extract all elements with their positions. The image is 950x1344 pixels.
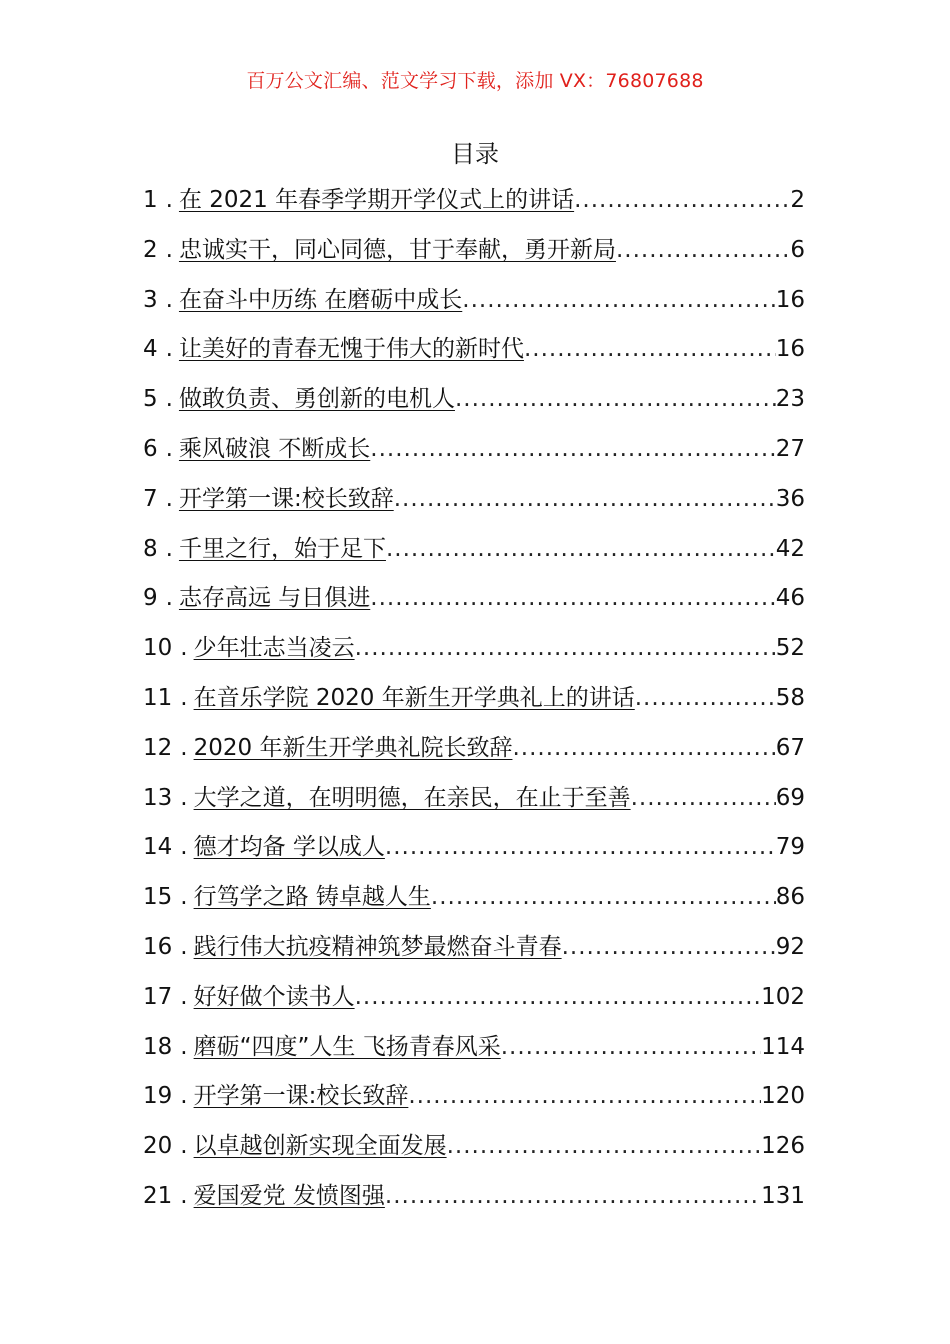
toc-leader xyxy=(635,674,776,724)
toc-separator: . xyxy=(165,485,173,512)
toc-page-number: 16 xyxy=(775,286,805,313)
toc-leader xyxy=(355,624,776,674)
toc-separator: . xyxy=(180,983,188,1010)
toc-number: 5 xyxy=(143,386,158,413)
toc-separator: . xyxy=(165,535,173,562)
toc-separator: . xyxy=(165,585,173,612)
toc-title-link[interactable]: 以卓越创新实现全面发展 xyxy=(193,1133,447,1160)
toc-number: 10 xyxy=(143,635,173,662)
toc-title-link[interactable]: 志存高远 与日俱进 xyxy=(178,585,371,612)
toc-page-number: 67 xyxy=(775,734,805,761)
toc-number: 17 xyxy=(143,983,173,1010)
toc-page-number: 102 xyxy=(761,983,805,1010)
toc-entry[interactable] xyxy=(143,724,805,774)
toc-separator: . xyxy=(165,386,173,413)
toc-number: 7 xyxy=(143,485,158,512)
toc-number: 20 xyxy=(143,1133,173,1160)
toc-number: 8 xyxy=(143,535,158,562)
toc-entry[interactable] xyxy=(143,674,805,724)
toc-entry[interactable] xyxy=(143,375,805,425)
toc-title-link[interactable]: 乘风破浪 不断成长 xyxy=(178,435,371,462)
toc-separator: . xyxy=(180,734,188,761)
toc-leader xyxy=(431,873,776,923)
toc-number: 12 xyxy=(143,734,173,761)
toc-leader xyxy=(370,425,775,475)
toc-page-number: 69 xyxy=(775,784,805,811)
toc-separator: . xyxy=(165,187,173,213)
toc-page-number: 2 xyxy=(790,187,805,213)
toc-page-number: 131 xyxy=(761,1182,805,1209)
toc-entry[interactable] xyxy=(143,226,805,276)
toc-separator: . xyxy=(165,435,173,462)
toc-entry[interactable] xyxy=(143,276,805,326)
toc-page-number: 79 xyxy=(775,834,805,861)
toc-leader xyxy=(574,176,790,226)
toc-separator: . xyxy=(180,834,188,861)
toc-page-number: 126 xyxy=(761,1133,805,1160)
toc-title-link[interactable]: 大学之道，在明明德，在亲民，在止于至善 xyxy=(193,784,631,811)
toc-page-number: 46 xyxy=(775,585,805,612)
toc-number: 9 xyxy=(143,585,158,612)
toc-title-link[interactable]: 少年壮志当凌云 xyxy=(193,635,355,662)
toc-number: 4 xyxy=(143,336,158,363)
toc-separator: . xyxy=(165,286,173,313)
toc-leader xyxy=(386,525,776,575)
toc-page-number: 42 xyxy=(775,535,805,562)
toc-page-number: 114 xyxy=(761,1033,805,1060)
page-title: 目录 xyxy=(451,140,499,168)
toc-title-link[interactable]: 开学第一课:校长致辞 xyxy=(193,1083,409,1110)
toc-leader xyxy=(501,1023,761,1073)
toc-page-number: 36 xyxy=(775,485,805,512)
table-of-contents xyxy=(143,176,805,1222)
toc-page-number: 58 xyxy=(775,684,805,711)
toc-page-number: 120 xyxy=(761,1083,805,1110)
toc-entry[interactable] xyxy=(143,774,805,824)
toc-title-link[interactable]: 德才均备 学以成人 xyxy=(193,834,385,861)
toc-entry[interactable] xyxy=(143,1172,805,1222)
toc-separator: . xyxy=(180,1033,188,1060)
toc-title-link[interactable]: 践行伟大抗疫精神筑梦最燃奋斗青春 xyxy=(193,933,562,960)
toc-separator: . xyxy=(180,933,188,960)
toc-separator: . xyxy=(180,1083,188,1110)
toc-separator: . xyxy=(180,1133,188,1160)
toc-entry[interactable] xyxy=(143,973,805,1023)
toc-number: 14 xyxy=(143,834,173,861)
toc-page-number: 52 xyxy=(775,635,805,662)
toc-number: 13 xyxy=(143,784,173,811)
toc-title-link[interactable]: 磨砺“四度”人生 飞扬青春风采 xyxy=(193,1033,501,1060)
toc-entry[interactable] xyxy=(143,823,805,873)
toc-page-number: 6 xyxy=(790,236,805,263)
toc-number: 18 xyxy=(143,1033,173,1060)
toc-title-link[interactable]: 2020 年新生开学典礼院长致辞 xyxy=(193,734,513,761)
toc-entry[interactable] xyxy=(143,873,805,923)
toc-number: 3 xyxy=(143,286,158,313)
toc-entry[interactable] xyxy=(143,624,805,674)
toc-separator: . xyxy=(180,1182,188,1209)
toc-leader xyxy=(385,1172,761,1222)
toc-leader xyxy=(447,1122,762,1172)
toc-entry[interactable] xyxy=(143,1023,805,1073)
toc-page-number: 86 xyxy=(775,884,805,911)
toc-title-link[interactable]: 行笃学之路 铸卓越人生 xyxy=(193,884,431,911)
toc-page-number: 16 xyxy=(775,336,805,363)
toc-number: 6 xyxy=(143,435,158,462)
toc-leader xyxy=(462,276,775,326)
toc-separator: . xyxy=(180,784,188,811)
toc-leader xyxy=(524,325,776,375)
toc-separator: . xyxy=(165,236,173,263)
toc-leader xyxy=(562,923,776,973)
toc-entry[interactable] xyxy=(143,425,805,475)
toc-title-link[interactable]: 忠诚实干，同心同德，甘于奉献，勇开新局 xyxy=(178,236,616,263)
toc-leader xyxy=(631,774,776,824)
toc-separator: . xyxy=(180,884,188,911)
toc-number: 15 xyxy=(143,884,173,911)
toc-number: 2 xyxy=(143,236,158,263)
toc-entry[interactable] xyxy=(143,1122,805,1172)
toc-page-number: 92 xyxy=(775,933,805,960)
toc-leader xyxy=(355,973,762,1023)
header-notice: 百万公文汇编、范文学习下载，添加 VX：76807688 xyxy=(246,70,704,92)
toc-leader xyxy=(455,375,776,425)
toc-title-link[interactable]: 爱国爱党 发愤图强 xyxy=(193,1182,385,1209)
toc-title-link[interactable]: 在奋斗中历练 在磨砺中成长 xyxy=(178,286,463,313)
toc-entry[interactable] xyxy=(143,525,805,575)
toc-title-link[interactable]: 在音乐学院 2020 年新生开学典礼上的讲话 xyxy=(193,684,635,711)
toc-title-link[interactable]: 千里之行，始于足下 xyxy=(178,535,386,562)
toc-entry[interactable] xyxy=(143,923,805,973)
toc-leader xyxy=(408,1072,761,1122)
toc-number: 1 xyxy=(143,187,158,213)
toc-number: 11 xyxy=(143,684,173,711)
toc-separator: . xyxy=(180,635,188,662)
toc-title-link[interactable]: 做敢负责、勇创新的电机人 xyxy=(178,386,455,413)
toc-number: 19 xyxy=(143,1083,173,1110)
toc-leader xyxy=(616,226,790,276)
toc-leader xyxy=(370,574,775,624)
toc-number: 21 xyxy=(143,1182,173,1209)
toc-entry[interactable] xyxy=(143,574,805,624)
toc-title-link[interactable]: 好好做个读书人 xyxy=(193,983,355,1010)
toc-page-number: 23 xyxy=(775,386,805,413)
toc-separator: . xyxy=(165,336,173,363)
toc-entry[interactable] xyxy=(143,325,805,375)
toc-leader xyxy=(512,724,775,774)
toc-number: 16 xyxy=(143,933,173,960)
toc-title-link[interactable]: 让美好的青春无愧于伟大的新时代 xyxy=(178,336,524,363)
toc-leader xyxy=(385,823,776,873)
toc-title-link[interactable]: 在 2021 年春季学期开学仪式上的讲话 xyxy=(178,187,575,213)
toc-separator: . xyxy=(180,684,188,711)
toc-page-number: 27 xyxy=(775,435,805,462)
toc-entry[interactable] xyxy=(143,176,805,226)
toc-entry[interactable] xyxy=(143,475,805,525)
toc-title-link[interactable]: 开学第一课:校长致辞 xyxy=(178,485,394,512)
toc-leader xyxy=(394,475,776,525)
toc-entry[interactable] xyxy=(143,1072,805,1122)
